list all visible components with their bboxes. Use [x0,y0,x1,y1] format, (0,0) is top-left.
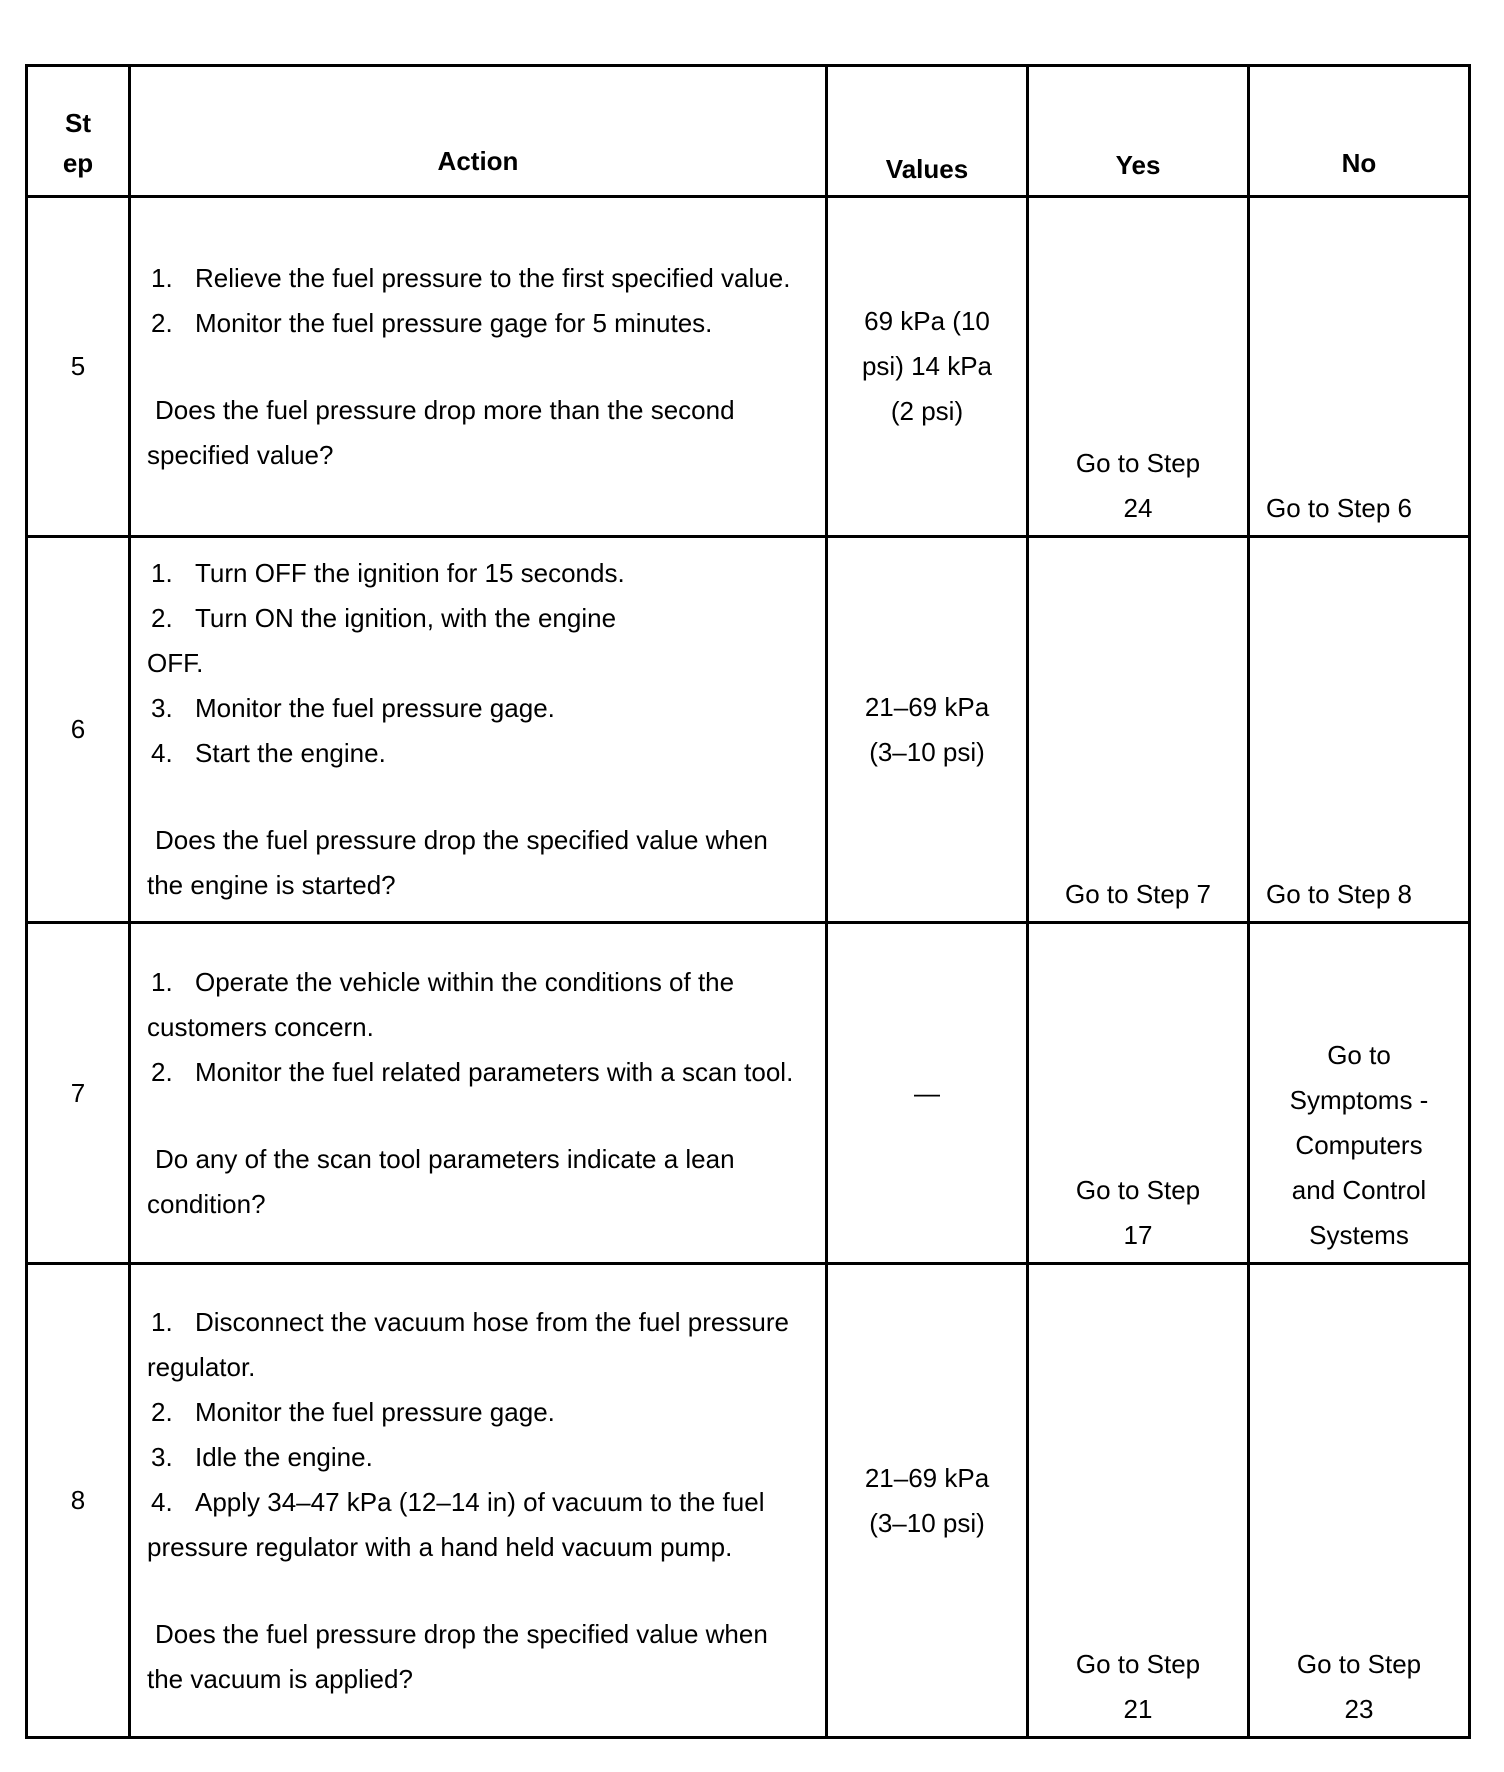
list-item: 1. Operate the vehicle within the conditions of the customers concern. [147,966,735,1042]
action-list [147,960,811,1095]
diagnostic-table [25,64,1471,1739]
header-no: No [1249,66,1470,197]
list-item: 1. Relieve the fuel pressure to the first specified value. [151,262,791,293]
values-cell: 21–69 kPa (3–10 psi) [827,537,1028,923]
values-cell: 21–69 kPa (3–10 psi) [827,1264,1028,1738]
step-number: 7 [27,923,130,1264]
list-item: 3. Monitor the fuel pressure gage. [151,693,555,723]
question-text: Does the fuel pressure drop more than the second specified value? [147,394,735,470]
header-values: Values [827,66,1028,197]
step-number: 6 [27,537,130,923]
header-step [27,66,130,197]
list-item: 4. Start the engine. [151,738,386,768]
list-item: 2. Turn ON the ignition, with the engine OFF. [147,603,617,678]
values-cell: — [827,923,1028,1264]
list-item: 1. Turn OFF the ignition for 15 seconds. [151,558,625,588]
action-list [147,551,811,776]
action-cell [130,923,827,1264]
action-cell [130,197,827,537]
list-item: 1. Disconnect the vacuum hose from the fuel pressure regulator. [147,1306,789,1382]
header-action: Action [130,66,827,197]
no-link[interactable]: Go to Step 6 [1249,197,1470,537]
question-text: Does the fuel pressure drop the specified value when the vacuum is applied? [147,1618,768,1694]
question-text: Do any of the scan tool parameters indicate a lean condition? [147,1143,735,1219]
list-item: 2. Monitor the fuel pressure gage. [151,1396,555,1427]
no-link[interactable]: Go to Symptoms - Computers and Control Systems [1249,923,1470,1264]
table-row [27,923,1470,1264]
header-yes: Yes [1028,66,1249,197]
list-item: 3. Idle the engine. [151,1441,373,1472]
action-cell [130,1264,827,1738]
list-item: 4. Apply 34–47 kPa (12–14 in) of vacuum to the fuel pressure regulator with a hand held vacuum pump. [147,1486,765,1562]
question-text: Does the fuel pressure drop the specified value when the engine is started? [147,825,768,900]
list-item: 2. Monitor the fuel pressure gage for 5 minutes. [151,307,713,338]
yes-link[interactable]: Go to Step 24 [1028,197,1249,537]
table-row [27,197,1470,537]
action-list [147,256,811,346]
values-cell: 69 kPa (10 psi) 14 kPa (2 psi) [827,197,1028,537]
step-number: 5 [27,197,130,537]
action-cell [130,537,827,923]
table-row [27,537,1470,923]
header-row [27,66,1470,197]
yes-link[interactable]: Go to Step 7 [1028,537,1249,923]
header-step-line1: St [65,108,91,138]
yes-link[interactable]: Go to Step 21 [1028,1264,1249,1738]
no-link[interactable]: Go to Step 8 [1249,537,1470,923]
table-row [27,1264,1470,1738]
action-list [147,1300,811,1570]
yes-link[interactable]: Go to Step 17 [1028,923,1249,1264]
list-item: 2. Monitor the fuel related parameters with a scan tool. [151,1056,794,1087]
no-link[interactable]: Go to Step 23 [1249,1264,1470,1738]
step-number: 8 [27,1264,130,1738]
header-step-line2: ep [62,148,94,178]
